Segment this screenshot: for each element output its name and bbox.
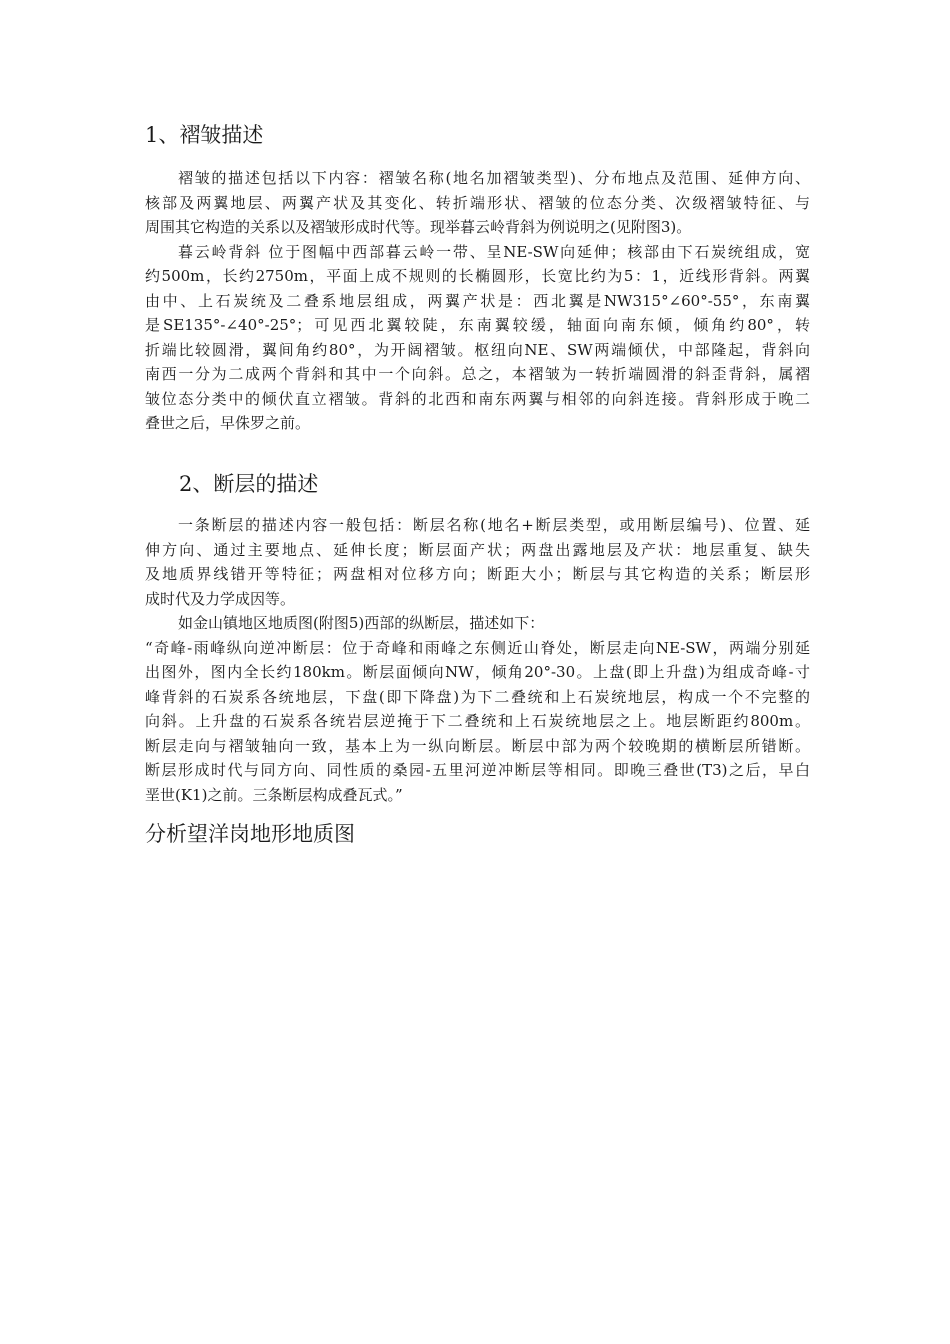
text-line: 由中、上石炭统及二叠系地层组成，两翼产状是：西北翼是NW315°∠60°-55°，东南翼 xyxy=(145,291,810,310)
text-line: 一条断层的描述内容一般包括：断层名称(地名+断层类型，或用断层编号)、位置、延 xyxy=(178,516,810,534)
text-line: 约500m，长约2750m，平面上成不规则的长椭圆形，长宽比约为5：1，近线形背斜。两翼 xyxy=(145,267,810,285)
text-line: 成时代及力学成因等。 xyxy=(145,589,296,608)
text-line: 垩世(K1)之前。三条断层构成叠瓦式。” xyxy=(145,785,403,804)
text-line: 周围其它构造的关系以及褶皱形成时代等。现举暮云岭背斜为例说明之(见附图3)。 xyxy=(145,218,692,236)
text-line: “奇峰-雨峰纵向逆冲断层：位于奇峰和雨峰之东侧近山脊处，断层走向NE-SW，两端分别延 xyxy=(145,638,810,657)
text-line: 暮云岭背斜 位于图幅中西部暮云岭一带、呈NE-SW向延伸；核部由下石炭统组成，宽 xyxy=(178,242,810,261)
text-line: 向斜。上升盘的石炭系各统岩层逆掩于下二叠统和上石炭统地层之上。地层断距约800m。 xyxy=(145,712,810,730)
section-heading-fold: 1、褶皱描述 xyxy=(145,123,264,147)
text-line: 断层形成时代与同方向、同性质的桑园-五里河逆冲断层等相同。即晚三叠世(T3)之后，早白 xyxy=(145,761,810,779)
section-heading-analysis: 分析望洋岗地形地质图 xyxy=(145,822,355,846)
text-line: 如金山镇地区地质图(附图5)西部的纵断层，描述如下： xyxy=(178,614,545,632)
text-line: 南西一分为二成两个背斜和其中一个向斜。总之，本褶皱为一转折端圆滑的斜歪背斜，属褶 xyxy=(145,365,810,383)
text-line: 是SE135°-∠40°-25°；可见西北翼较陡，东南翼较缓，轴面向南东倾，倾角约80°，转 xyxy=(145,316,810,334)
text-line: 伸方向、通过主要地点、延伸长度；断层面产状；两盘出露地层及产状：地层重复、缺失 xyxy=(145,540,810,559)
text-line: 断层走向与褶皱轴向一致，基本上为一纵向断层。断层中部为两个较晚期的横断层所错断。 xyxy=(145,736,810,755)
paragraph-fold-intro xyxy=(145,166,810,240)
text-line: 叠世之后，早侏罗之前。 xyxy=(145,414,311,432)
text-line: 折端比较圆滑，翼间角约80°，为开阔褶皱。枢纽向NE、SW两端倾伏，中部隆起，背斜向 xyxy=(145,340,810,359)
text-line: 出图外，图内全长约180km。断层面倾向NW，倾角20°-30。上盘(即上升盘)为组成奇峰-寸 xyxy=(145,663,810,681)
paragraph-fault-intro xyxy=(145,513,810,611)
text-line: 核部及两翼地层、两翼产状及其变化、转折端形状、褶皱的位态分类、次级褶皱特征、与 xyxy=(145,193,810,212)
paragraph-muyunling-anticline xyxy=(145,240,810,436)
text-line: 褶皱的描述包括以下内容：褶皱名称(地名加褶皱类型)、分布地点及范围、延伸方向、 xyxy=(178,169,810,187)
paragraph-fault-example-intro xyxy=(145,611,810,636)
text-line: 峰背斜的石炭系各统地层，下盘(即下降盘)为下二叠统和上石炭统地层，构成一个不完整的 xyxy=(145,687,810,706)
text-line: 及地质界线错开等特征；两盘相对位移方向；断距大小；断层与其它构造的关系；断层形 xyxy=(145,565,810,583)
paragraph-fault-quote xyxy=(145,636,810,808)
text-line: 皱位态分类中的倾伏直立褶皱。背斜的北西和南东两翼与相邻的向斜连接。背斜形成于晚二 xyxy=(145,389,810,408)
section-heading-fault: 2、断层的描述 xyxy=(179,472,319,496)
